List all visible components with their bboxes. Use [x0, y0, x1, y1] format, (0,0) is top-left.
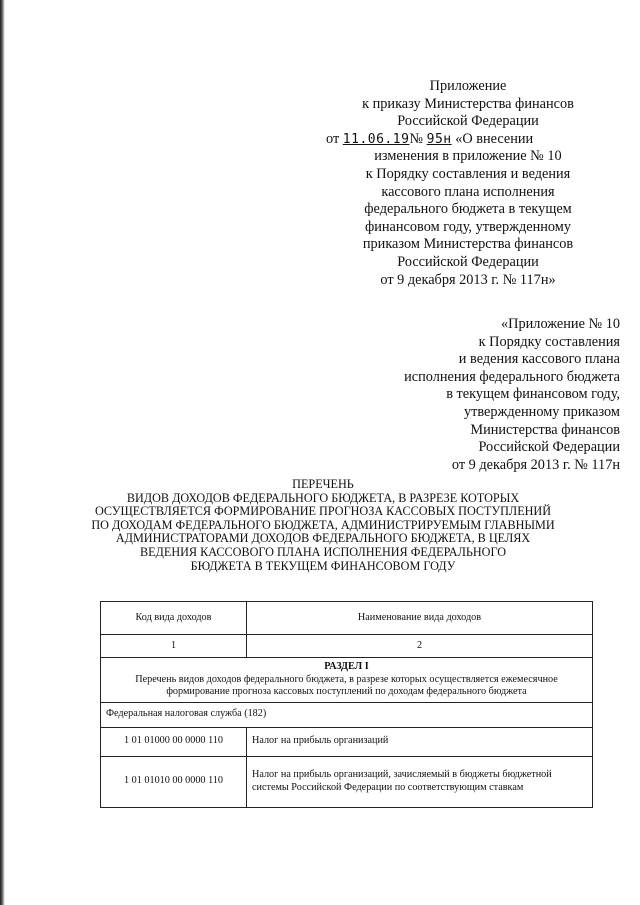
- appendix-line: к Порядку составления и ведения: [365, 165, 571, 182]
- agency-name: Федеральная налоговая служба (182): [101, 702, 593, 727]
- ref-suffix: «О внесении: [455, 130, 534, 147]
- column-number: 1: [101, 635, 247, 658]
- income-name: Налог на прибыль организаций, зачисляемый в бюджеты бюджетной системы Российской Федерации по соответствующим ставкам: [247, 756, 593, 807]
- appendix-line: изменения в приложение № 10: [374, 148, 562, 165]
- appendix-10-line: исполнения федерального бюджета: [404, 368, 620, 385]
- income-code: 1 01 01000 00 0000 110: [101, 727, 247, 756]
- title-line: ОСУЩЕСТВЛЯЕТСЯ ФОРМИРОВАНИЕ ПРОГНОЗА КАССОВЫХ ПОСТУПЛЕНИЙ: [94, 504, 552, 519]
- column-number-row: [101, 635, 593, 658]
- income-code: 1 01 01010 00 0000 110: [101, 756, 247, 807]
- appendix-line: федерального бюджета в текущем: [364, 201, 572, 218]
- appendix-10-line: Российской Федерации: [478, 439, 620, 456]
- appendix-line: финансовом году, утвержденному: [364, 218, 572, 235]
- title-line: БЮДЖЕТА В ТЕКУЩЕМ ФИНАНСОВОМ ГОДУ: [190, 558, 456, 573]
- table-row: [101, 727, 593, 756]
- appendix-10-block: [330, 316, 620, 474]
- header-name: Наименование вида доходов: [247, 602, 593, 635]
- title-line: ВИДОВ ДОХОДОВ ФЕДЕРАЛЬНОГО БЮДЖЕТА, В РАЗРЕЗЕ КОТОРЫХ: [126, 490, 520, 505]
- appendix-line: приказом Министерства финансов: [362, 236, 574, 253]
- appendix-amendment-block: [318, 78, 618, 289]
- appendix-10-line: «Приложение № 10: [501, 316, 620, 332]
- income-name: Налог на прибыль организаций: [247, 727, 593, 756]
- appendix-10-line: от 9 декабря 2013 г. № 117н: [451, 456, 620, 473]
- appendix-10-line: утвержденному приказом: [463, 403, 620, 420]
- appendix-line: Приложение: [429, 78, 507, 94]
- appendix-10-line: в текущем финансовом году,: [446, 386, 620, 403]
- appendix-line: кассового плана исполнения: [381, 183, 555, 200]
- title-line: ПЕРЕЧЕНЬ: [292, 477, 354, 491]
- appendix-10-line: и ведения кассового плана: [458, 351, 620, 368]
- ref-prefix: от: [326, 130, 340, 147]
- table-row: [101, 756, 593, 807]
- title-line: ПО ДОХОДАМ ФЕДЕРАЛЬНОГО БЮДЖЕТА, АДМИНИСТРИРУЕМЫМ ГЛАВНЫМИ: [91, 517, 555, 532]
- document-title: [90, 478, 556, 573]
- column-number: 2: [247, 635, 593, 658]
- appendix-10-line: Министерства финансов: [470, 421, 620, 438]
- table-header-row: [101, 602, 593, 635]
- section-description: Перечень видов доходов федерального бюджета, в разрезе которых осуществляется ежемесячное формирование прогноза кассовых поступлений по доходам федерального бюджета: [135, 673, 558, 698]
- order-reference-line: [318, 131, 618, 149]
- appendix-line: к приказу Министерства финансов: [362, 95, 574, 112]
- section-cell: [101, 658, 593, 703]
- section-row: [101, 658, 593, 703]
- header-code: Код вида доходов: [101, 602, 247, 635]
- scan-edge: [0, 0, 5, 905]
- appendix-line: Российской Федерации: [397, 253, 539, 270]
- section-title: РАЗДЕЛ I: [324, 661, 369, 672]
- order-number-handwritten: 95н: [426, 131, 452, 147]
- income-types-table: [100, 601, 593, 808]
- appendix-line: Российской Федерации: [397, 113, 539, 130]
- agency-row: [101, 702, 593, 727]
- appendix-line: от 9 декабря 2013 г. № 117н»: [380, 271, 556, 288]
- number-sign: №: [409, 130, 424, 147]
- appendix-10-line: к Порядку составления: [478, 333, 620, 350]
- order-date-handwritten: 11.06.19: [342, 131, 410, 147]
- title-line: ВЕДЕНИЯ КАССОВОГО ПЛАНА ИСПОЛНЕНИЯ ФЕДЕРАЛЬНОГО: [139, 544, 506, 559]
- title-line: АДМИНИСТРАТОРАМИ ДОХОДОВ ФЕДЕРАЛЬНОГО БЮДЖЕТА, В ЦЕЛЯХ: [115, 531, 531, 546]
